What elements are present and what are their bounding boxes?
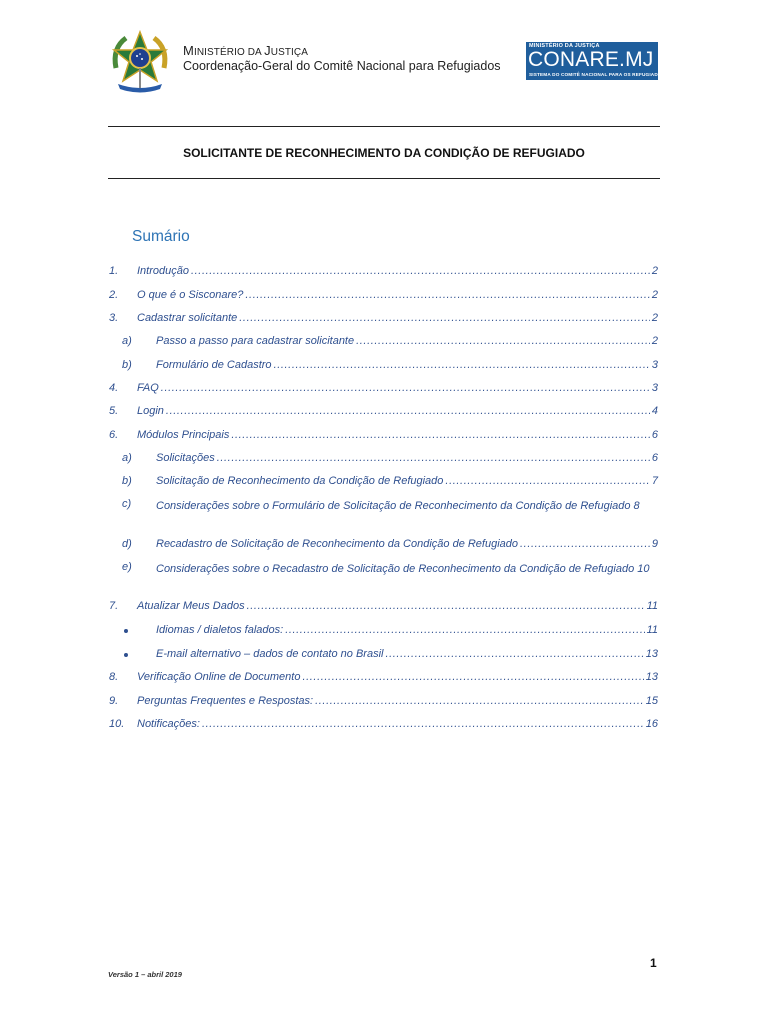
toc-entry-number: a) — [122, 335, 132, 347]
toc-entry-label: O que é o Sisconare? — [137, 289, 244, 301]
toc-entry-label: E-mail alternativo – dados de contato no Brasil — [156, 648, 384, 660]
toc-entry[interactable] — [0, 382, 768, 396]
toc-entry-page: 2 — [651, 312, 658, 324]
toc-entry-label: Considerações sobre o Recadastro de Solicitação de Reconhecimento da Condição de Refugiado 10 — [156, 563, 650, 575]
toc-leader-dots — [217, 452, 650, 465]
toc-entry[interactable] — [0, 718, 768, 732]
toc-entry[interactable] — [0, 561, 768, 591]
toc-entry[interactable] — [0, 475, 768, 489]
toc-entry[interactable] — [0, 452, 768, 466]
toc-leader-dots — [315, 695, 644, 708]
toc-leader-dots — [166, 405, 650, 418]
toc-entry-number: d) — [122, 538, 132, 550]
toc-leader-dots — [202, 718, 644, 731]
toc-entry-label: Módulos Principais — [137, 429, 230, 441]
toc-leader-dots — [520, 538, 650, 551]
toc-entry-number: 5. — [109, 405, 119, 417]
toc-entry-page: 6 — [651, 452, 658, 464]
toc-entry[interactable] — [0, 624, 768, 638]
toc-entry-page: 6 — [651, 429, 658, 441]
page-number: 1 — [650, 956, 657, 970]
toc-entry-number: 8. — [109, 671, 119, 683]
toc-entry-number: 6. — [109, 429, 119, 441]
toc-entry-page: 3 — [651, 382, 658, 394]
toc-entry[interactable] — [0, 648, 768, 662]
toc-entry-page: 15 — [645, 695, 658, 707]
toc-entry-number: a) — [122, 452, 132, 464]
toc-entry-page: 2 — [651, 289, 658, 301]
toc-entry-label: FAQ — [137, 382, 159, 394]
toc-entry[interactable] — [0, 312, 768, 326]
document-title: SOLICITANTE DE RECONHECIMENTO DA CONDIÇÃO DE REFUGIADO — [183, 146, 585, 160]
toc-entry-page: 2 — [651, 265, 658, 277]
bullet-icon — [124, 653, 128, 657]
toc-entry-label: Cadastrar solicitante — [137, 312, 238, 324]
toc-entry-label: Verificação Online de Documento — [137, 671, 301, 683]
toc-entry-page: 11 — [646, 624, 658, 636]
toc-leader-dots — [191, 265, 650, 278]
toc-entry-number: c) — [122, 498, 132, 510]
toc-entry-page: 16 — [645, 718, 658, 730]
ministry-title: MINISTÉRIO DA JUSTIÇA — [183, 43, 309, 58]
toc-entry-label: Solicitação de Reconhecimento da Condição de Refugiado — [156, 475, 444, 487]
toc-entry-number: 1. — [109, 265, 119, 277]
toc-entry-page: 13 — [645, 648, 658, 660]
toc-entry-label: Atualizar Meus Dados — [137, 600, 245, 612]
ministry-subtitle: Coordenação-Geral do Comitê Nacional para Refugiados — [183, 59, 501, 73]
toc-entry[interactable] — [0, 429, 768, 443]
logo-bottom-text: SISTEMA DO COMITÊ NACIONAL PARA OS REFUGIADOS — [529, 72, 665, 77]
toc-entry-page: 4 — [651, 405, 658, 417]
toc-entry[interactable] — [0, 600, 768, 614]
toc-entry-number: 9. — [109, 695, 119, 707]
toc-leader-dots — [285, 624, 644, 637]
toc-entry[interactable] — [0, 538, 768, 552]
toc-entry[interactable] — [0, 498, 768, 528]
toc-entry-number: 10. — [109, 718, 125, 730]
toc-entry-number: b) — [122, 359, 132, 371]
toc-leader-dots — [239, 312, 650, 325]
toc-entry-label: Formulário de Cadastro — [156, 359, 272, 371]
toc-entry[interactable] — [0, 359, 768, 373]
toc-leader-dots — [302, 671, 643, 684]
toc-entry-label: Introdução — [137, 265, 189, 277]
toc-entry-number: 3. — [109, 312, 119, 324]
toc-entry-label: Notificações: — [137, 718, 200, 730]
toc-entry[interactable] — [0, 335, 768, 349]
toc-entry-page: 13 — [645, 671, 658, 683]
toc-leader-dots — [356, 335, 650, 348]
toc-leader-dots — [231, 429, 650, 442]
toc-entry-label: Considerações sobre o Formulário de Solicitação de Reconhecimento da Condição de Refugiado 8 — [156, 500, 640, 512]
toc-entry-label: Idiomas / dialetos falados: — [156, 624, 284, 636]
toc-entry-page: 3 — [651, 359, 658, 371]
toc-entry-page: 2 — [651, 335, 658, 347]
toc-leader-dots — [247, 600, 645, 613]
toc-leader-dots — [445, 475, 649, 488]
toc-entry[interactable] — [0, 289, 768, 303]
toc-entry-label: Solicitações — [156, 452, 215, 464]
toc-leader-dots — [161, 382, 650, 395]
toc-entry-number: 7. — [109, 600, 119, 612]
toc-leader-dots — [385, 648, 643, 661]
toc-leader-dots — [245, 289, 649, 302]
logo-top-text: MINISTÉRIO DA JUSTIÇA — [529, 43, 600, 49]
toc-entry-page: 9 — [651, 538, 658, 550]
toc-entry-label: Recadastro de Solicitação de Reconhecimento da Condição de Refugiado — [156, 538, 519, 550]
toc-entry-number: b) — [122, 475, 132, 487]
toc-entry-page: 7 — [651, 475, 658, 487]
logo-main-text: CONARE.MJ — [528, 48, 654, 71]
toc-entry[interactable] — [0, 695, 768, 709]
toc-entry[interactable] — [0, 671, 768, 685]
toc-entry-label: Passo a passo para cadastrar solicitante — [156, 335, 355, 347]
toc-entry-label: Perguntas Frequentes e Respostas: — [137, 695, 314, 707]
toc-entry[interactable] — [0, 265, 768, 279]
toc-entry-number: e) — [122, 561, 132, 573]
toc-entry-label: Login — [137, 405, 164, 417]
toc-entry-number: 4. — [109, 382, 119, 394]
toc-entry[interactable] — [0, 405, 768, 419]
toc-entry-page: 11 — [646, 600, 658, 612]
version-footer: Versão 1 – abril 2019 — [108, 970, 182, 979]
toc-leader-dots — [274, 359, 650, 372]
bullet-icon — [124, 629, 128, 633]
toc-entry-number: 2. — [109, 289, 119, 301]
toc-heading: Sumário — [132, 228, 190, 245]
